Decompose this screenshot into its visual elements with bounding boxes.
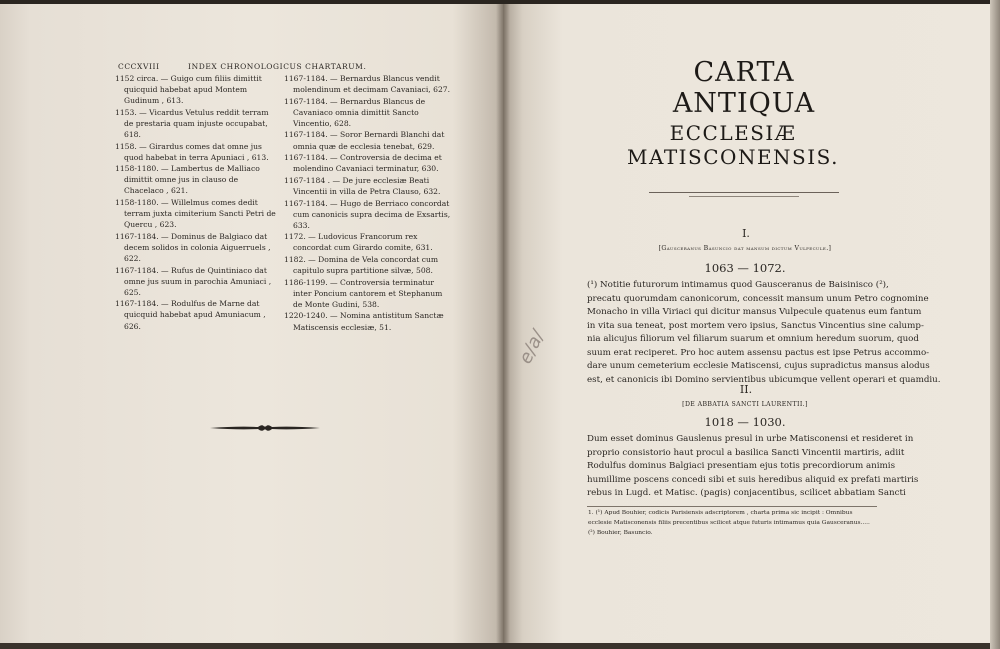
text-line: suum erat reciperet. Pro hoc autem assensu pactus est ipse Petrus accommo- — [587, 347, 930, 358]
text-line: Monacho in villa Viriaci qui dicitur mansus Vulpecule quatenus eum fantum — [587, 307, 922, 317]
index-entry: 1220-1240. — Nomina antistitum Sanctæ Matiscensis ecclesiæ, 51. — [284, 311, 444, 332]
divider — [649, 192, 839, 193]
text-line: humillime poscens concedi sibi et suis heredibus aliquid ex prefati martiris — [587, 474, 919, 485]
charter-numeral: I. — [742, 227, 750, 240]
index-entry: 1152 circa. — Guigo cum filiis dimittit quicquid habebat apud Montem Gudinum , 613. — [115, 74, 262, 106]
index-entry: 1167-1184. — Controversia de decima et molendino Cavaniaci terminatur, 630. — [284, 153, 442, 174]
index-entry: 1158-1180. — Willelmus comes dedit terram juxta cimiterium Sancti Petri de Quercu , 623. — [115, 198, 276, 230]
text-line: proprio consistorio haut procul a basilica Sancti Vincentii martiris, adiit — [587, 447, 905, 458]
index-entry: 1167-1184. — Rufus de Quintiniaco dat omne jus suum in parochia Amuniaci , 625. — [115, 265, 272, 297]
footnotes — [588, 508, 880, 538]
index-entry: 1153. — Vicardus Vetulus reddit terram de prestaria quam injuste occupabat, 618. — [115, 107, 269, 139]
charter-numeral: II. — [739, 383, 753, 396]
footnote: 1. (¹) Apud Bouhier, codicis Parisiensis adscriptorem , charta prima sic incipit : Omnibus — [588, 510, 853, 516]
text-line: in vita sua teneat, post mortem vero ipsius, Sanctus Vincentius sine calump- — [587, 320, 924, 331]
text-line: dare unum cemeterium ecclesie Matiscensi, cujus supradictus mansus alodus — [587, 361, 930, 371]
text-line: nia alicujus filiorum vel filiarum suarum et omnium heredum suorum, quod — [587, 334, 919, 344]
index-entry: 1158-1180. — Lambertus de Malliaco dimittit omne jus in clauso de Chacelaco , 621. — [115, 164, 260, 196]
text-line: Rodulfus dominus Balgiaci presentiam ejus totis precordiorum animis — [587, 461, 896, 471]
index-column-b — [284, 73, 452, 333]
charter-caption: [Gausceranus Basuncio dat mansum dictum Vulpecule.] — [658, 245, 832, 252]
index-entry: 1172. — Ludovicus Francorum rex concordat cum Girardo comite, 631. — [284, 232, 433, 253]
handwritten-margin-note: e/a/ — [515, 327, 549, 368]
index-entry: 1167-1184. — Hugo de Berriaco concordat cum canonicis supra decima de Exsartis, 633. — [284, 198, 451, 230]
charter-date: 1063 — 1072. — [704, 261, 786, 275]
footnote: (²) Bouhier, Basuncio. — [588, 530, 653, 536]
page-edge-top — [0, 0, 1000, 4]
index-entry: 1167-1184. — Rodulfus de Marne dat quicquid habebat apud Amuniacum , 626. — [115, 299, 266, 331]
charter-date: 1018 — 1030. — [704, 415, 786, 429]
text-line: (¹) Notitie futurorum intimamus quod Gausceranus de Baisinisco (²), — [587, 280, 889, 290]
charter-caption: [DE ABBATIA SANCTI LAURENTII.] — [682, 401, 808, 408]
index-entry: 1186-1199. — Controversia terminatur inter Poncium cantorem et Stephanum de Monte Gudini, 538. — [284, 277, 443, 309]
index-entry: 1182. — Domina de Vela concordat cum capitulo supra partitione silvæ, 508. — [284, 255, 439, 276]
footnote-divider — [587, 506, 877, 507]
header-title: INDEX CHRONOLOGICUS CHARTARUM. — [188, 62, 367, 71]
index-column-a — [115, 73, 277, 332]
text-line: Dum esset dominus Gauslenus presul in urbe Matisconensi et resideret in — [587, 434, 914, 444]
text-line: est, et canonicis ibi Domino servientibus ubicumque vellent operari et quamdiu. — [587, 374, 941, 385]
index-entry: 1167-1184. — Bernardus Blancus de Cavaniaco omnia dimittit Sancto Vincentio, 628. — [284, 96, 426, 128]
divider — [689, 196, 799, 197]
charter-text — [587, 279, 941, 387]
page-subtitle: ECCLESIÆ MATISCONENSIS. — [626, 121, 839, 169]
page-edge-right — [990, 0, 1000, 649]
page-edge-bottom — [0, 643, 1000, 649]
page-title: CARTA ANTIQUA — [672, 57, 816, 119]
index-entry: 1167-1184 . — De jure ecclesiæ Beati Vincentii in villa de Petra Clauso, 632. — [284, 175, 441, 196]
text-line: rebus in Lugd. et Matisc. (pagis) conjacentibus, scilicet abbatiam Sancti — [587, 488, 906, 498]
book-gutter — [496, 0, 510, 649]
charter-text — [587, 433, 919, 501]
footnote: ecclesie Matisconensis filiis precentibus scilicet atque futuris intimamus quia Gausceranus..... — [588, 520, 870, 526]
running-header — [118, 62, 458, 71]
tailpiece-ornament-icon — [208, 421, 322, 435]
text-line: precatu quorumdam canonicorum, concessit mansum unum Petro cognomine — [587, 293, 929, 304]
page-number: CCCXVIII — [118, 62, 160, 71]
index-entry: 1167-1184. — Bernardus Blancus vendit molendinum et decimam Cavaniaci, 627. — [284, 74, 451, 95]
index-entry: 1167-1184. — Dominus de Balgiaco dat decem solidos in colonia Aiguerruels , 622. — [115, 231, 271, 263]
index-entry: 1158. — Girardus comes dat omne jus quod habebat in terra Apuniaci , 613. — [115, 141, 269, 162]
index-entry: 1167-1184. — Soror Bernardi Blanchi dat omnia quæ de ecclesia tenebat, 629. — [284, 130, 445, 151]
